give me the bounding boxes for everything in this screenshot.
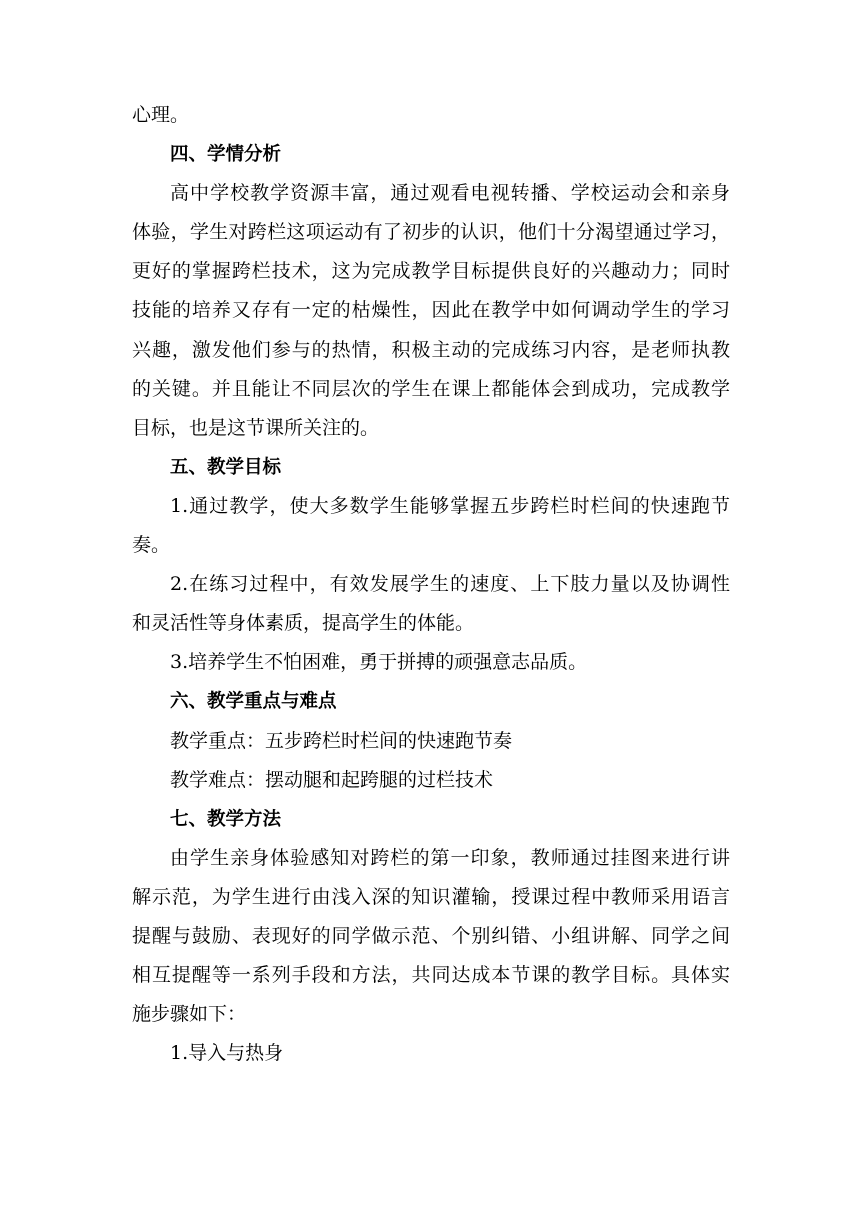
paragraph-line: 由学生亲身体验感知对跨栏的第一印象，教师通过挂图来进行讲 [170,846,730,869]
list-item-line: 3.培养学生不怕困难，勇于拼搏的顽强意志品质。 [170,651,588,674]
section-heading-teaching-methods: 七、教学方法 [170,808,282,830]
difficulty-line: 教学难点：摆动腿和起跨腿的过栏技术 [170,768,494,791]
paragraph-line: 兴趣，激发他们参与的热情，积极主动的完成练习内容，是老师执教 [132,338,730,361]
key-point-line: 教学重点：五步跨栏时栏间的快速跑节奏 [170,729,513,752]
section-heading-key-points: 六、教学重点与难点 [170,691,337,713]
paragraph-line: 解示范，为学生进行由浅入深的知识灌输，授课过程中教师采用语言 [132,885,730,908]
list-item-line: 1.通过教学，使大多数学生能够掌握五步跨栏时栏间的快速跑节 [170,494,730,517]
paragraph-line: 更好的掌握跨栏技术，这为完成教学目标提供良好的兴趣动力；同时 [132,260,730,283]
paragraph-line: 施步骤如下： [132,1003,247,1026]
paragraph-line: 技能的培养又存有一定的枯燥性，因此在教学中如何调动学生的学习 [132,299,730,322]
list-item-line: 奏。 [132,534,171,557]
paragraph-line: 高中学校教学资源丰富，通过观看电视转播、学校运动会和亲身 [170,182,730,205]
section-heading-learning-analysis: 四、学情分析 [170,144,282,166]
paragraph-line: 相互提醒等一系列手段和方法，共同达成本节课的教学目标。具体实 [132,964,730,987]
list-item-line: 1.导入与热身 [170,1042,284,1065]
list-item-line: 和灵活性等身体素质，提高学生的体能。 [132,612,475,635]
paragraph-line: 提醒与鼓励、表现好的同学做示范、个别纠错、小组讲解、同学之间 [132,924,730,947]
paragraph-line: 的关键。并且能让不同层次的学生在课上都能体会到成功，完成教学 [132,377,730,400]
list-item-line: 2.在练习过程中，有效发展学生的速度、上下肢力量以及协调性 [170,573,730,596]
paragraph-line: 体验，学生对跨栏这项运动有了初步的认识，他们十分渴望通过学习， [132,221,730,244]
document-page [132,96,730,1073]
paragraph-line: 目标，也是这节课所关注的。 [132,416,380,439]
paragraph-line: 心理。 [132,104,190,126]
section-heading-teaching-goals: 五、教学目标 [170,456,282,478]
